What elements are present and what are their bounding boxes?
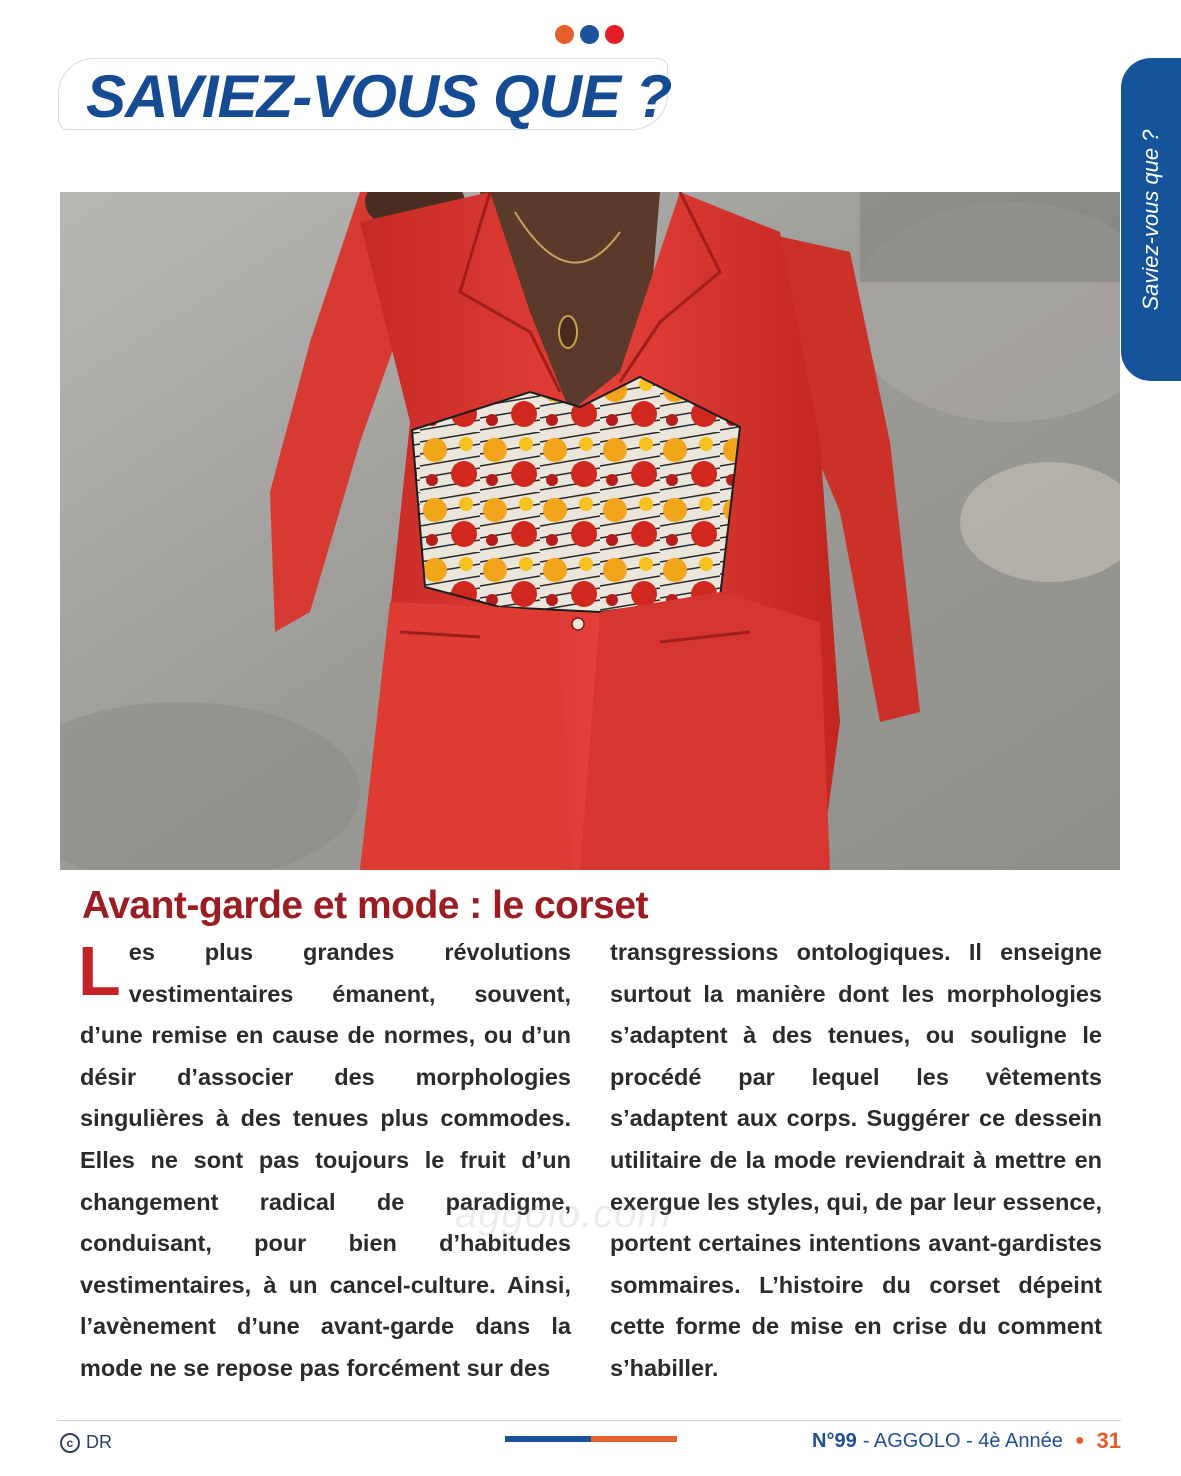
- page-title: SAVIEZ-VOUS QUE ?: [86, 63, 672, 130]
- fashion-photo-illustration: [60, 192, 1120, 870]
- side-tab-label: Saviez-vous que ?: [1138, 129, 1163, 310]
- footer-issue-info: [812, 1428, 1121, 1454]
- photo-credit: [60, 1432, 112, 1453]
- copyright-icon: c: [60, 1433, 80, 1453]
- issue-details: - AGGOLO - 4è Année: [862, 1429, 1063, 1452]
- footer-color-bar: [505, 1436, 677, 1442]
- orange-dot-icon: [555, 25, 574, 44]
- credit-text: DR: [86, 1432, 112, 1452]
- drop-cap: L: [78, 932, 121, 1010]
- blue-dot-icon: [580, 25, 599, 44]
- footer-bar-orange: [591, 1436, 677, 1442]
- article-photo: [60, 192, 1120, 870]
- column-left-text: es plus grandes révolutions vestimentaires émanent, souvent, d’une remise en cause de normes, ou d’un désir d’associer des morphologies singulières à des tenues plus commodes. Elles ne sont pas toujours le fruit d’un changement radical de paradigme, conduisant, pour bien d’habitudes vestimentaires, à un cancel-culture. Ainsi, l’avènement d’une avant-garde dans la mode ne se repose pas forcément sur des: [80, 939, 571, 1381]
- bullet-icon: ●: [1074, 1432, 1085, 1449]
- page-number: 31: [1096, 1428, 1121, 1453]
- watermark: aggolo.com: [455, 1192, 672, 1236]
- header-dots: [555, 25, 624, 44]
- red-dot-icon: [605, 25, 624, 44]
- article-column-left: [80, 932, 571, 1390]
- article-title: Avant-garde et mode : le corset: [82, 884, 649, 927]
- issue-number: N°99: [812, 1429, 857, 1452]
- footer-bar-blue: [505, 1436, 591, 1442]
- article-column-right: transgressions ontologiques. Il enseigne surtout la manière dont les morphologies s’adaptent à des tenues, ou souligne le procédé par lequel les vêtements s’adaptent aux corps. Suggérer ce dessein utilitaire de la mode reviendrait à mettre en exergue les styles, qui, de par leur essence, portent certaines intentions avant-gardistes sommaires. L’histoire du corset dépeint cette forme de mise en crise du comment s’habiller.: [610, 939, 1102, 1381]
- footer-divider: [58, 1420, 1121, 1421]
- side-section-tab[interactable]: [1121, 58, 1181, 381]
